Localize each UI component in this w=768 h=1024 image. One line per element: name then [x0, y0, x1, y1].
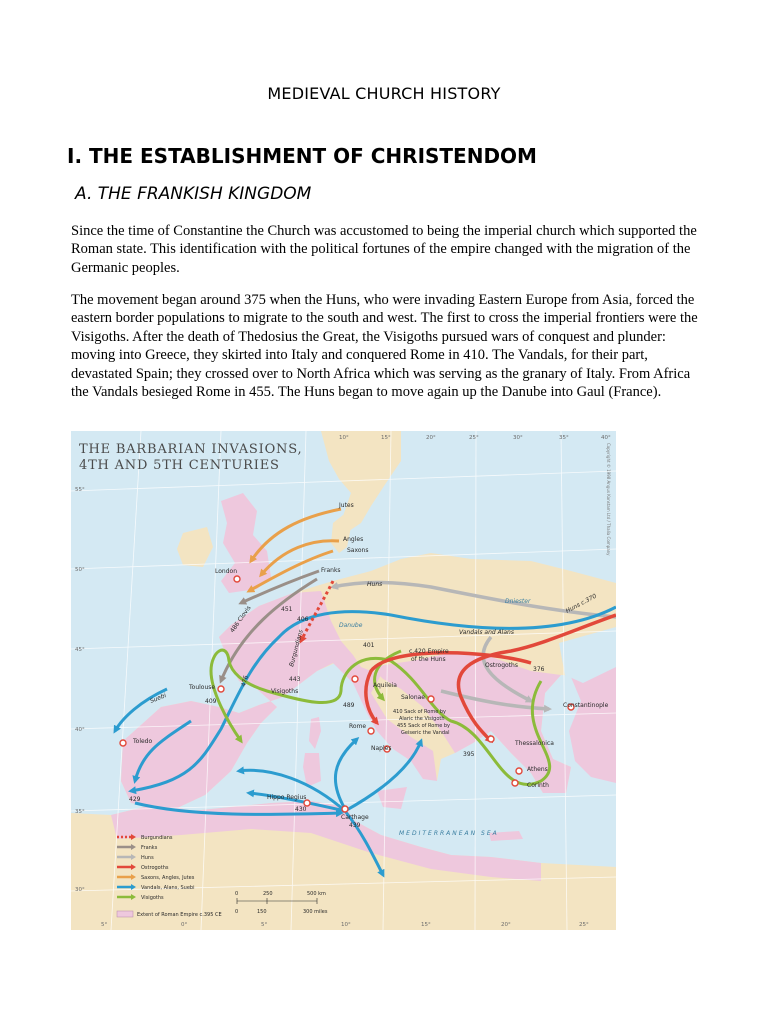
label-sack-455-1: 455 Sack of Rome by [397, 723, 450, 729]
label-489: 489 [343, 702, 355, 709]
label-saxons: Saxons [347, 547, 369, 554]
legend-label: Franks [141, 845, 158, 851]
label-rome: Rome [349, 723, 367, 730]
lat-label-1: 55° [75, 487, 85, 493]
label-clovis: 486 Clovis [228, 604, 253, 635]
label-empire-huns-1: c.420 Empire [409, 648, 449, 655]
label-hippo: Hippo Regius [267, 794, 307, 801]
label-huns-370: Huns c.370 [564, 592, 598, 615]
label-443: 443 [289, 676, 301, 683]
label-london: London [215, 568, 237, 575]
lat-label-4: 40° [75, 727, 85, 733]
label-salonae: Salonae [401, 694, 425, 701]
label-sack-410-1: 410 Sack of Rome by [393, 709, 446, 715]
scale-km-0: 0 [235, 891, 239, 897]
lon-label-bottom-1: 5° [101, 922, 108, 928]
map-title-line2: 4TH AND 5TH CENTURIES [79, 458, 280, 473]
label-376: 376 [533, 666, 545, 673]
barbarian-invasions-map [71, 431, 616, 930]
lon-label-top-5: 30° [513, 435, 523, 441]
map-copyright: Copyright © 1998 Angus Konstam Ltd / Thalia Company [606, 443, 611, 556]
label-danube: Danube [339, 622, 363, 629]
label-burgundians: Burgundians [288, 629, 305, 668]
legend-label: Ostrogoths [141, 865, 169, 871]
legend-label: Burgundians [141, 835, 173, 841]
scale-mi-2: 300 miles [303, 909, 328, 915]
label-ostrogoths: Ostrogoths [485, 662, 518, 669]
label-aquileia: Aquileia [373, 682, 397, 689]
lon-label-bottom-6: 20° [501, 922, 511, 928]
lat-label-2: 50° [75, 567, 85, 573]
subsection-heading: A. THE FRANKISH KINGDOM [75, 184, 312, 204]
label-395: 395 [463, 751, 475, 758]
label-carthage: Carthage [341, 814, 369, 821]
lon-label-top-3: 20° [426, 435, 436, 441]
label-empire-huns-2: of the Huns [411, 656, 446, 663]
legend-label: Visigoths [141, 895, 164, 901]
lon-label-top-6: 35° [559, 435, 569, 441]
lon-label-top-2: 15° [381, 435, 391, 441]
label-suebi: Suebi [149, 692, 168, 705]
label-476: 476 [240, 674, 250, 688]
label-sack-410-2: Alaric the Visigoth [399, 716, 445, 722]
label-thessalonica: Thessalonica [515, 740, 554, 747]
label-toledo: Toledo [133, 738, 153, 745]
lon-label-top-1: 10° [339, 435, 349, 441]
label-430: 430 [295, 806, 307, 813]
label-franks: Franks [321, 567, 341, 574]
map-title-line1: THE BARBARIAN INVASIONS, [79, 442, 303, 457]
label-jutes: Jutes [339, 502, 354, 509]
scale-km-1: 250 [263, 891, 273, 897]
legend-label: Huns [141, 855, 154, 861]
lon-label-bottom-4: 10° [341, 922, 351, 928]
label-huns: Huns [367, 581, 383, 588]
label-athens: Athens [527, 766, 548, 773]
label-mediterranean: MEDITERRANEAN SEA [399, 830, 499, 837]
lon-label-top-4: 25° [469, 435, 479, 441]
label-constantinople: Constantinople [563, 702, 609, 709]
document-title: MEDIEVAL CHURCH HISTORY [267, 84, 501, 103]
label-corinth: Corinth [527, 782, 549, 789]
label-toulouse: Toulouse [189, 684, 216, 691]
label-dniester: Dniester [505, 598, 531, 605]
legend-empire-swatch [117, 911, 133, 917]
paragraph-1: Since the time of Constantine the Church was accustomed to being the imperial church which supported the Roman state. This identification with the political fortunes of the empire changed with the migration of the Germanic peoples. [71, 223, 697, 276]
lon-label-top-7: 40° [601, 435, 611, 441]
paragraph-2: The movement began around 375 when the Huns, who were invading Eastern Europe from Asia, forced the eastern border populations to migrate to the south and west. The first to cross the imperial frontiers were the Visigoths. After the death of Thedosius the Great, the Visigoths pursued wars of conquest and plunder: moving into Greece, they skirted into Italy and conquered Rome in 410. The Vandals, for their part, devastated Spain; they crossed over to North Africa which was serving as the granary of Italy. From Africa the Vandals besieged Rome in 455. The Huns began to move again up the Danube into Gaul (France). [71, 292, 698, 401]
legend-label: Saxons, Angles, Jutes [141, 875, 195, 881]
lat-label-5: 35° [75, 809, 85, 815]
label-451: 451 [281, 606, 293, 613]
label-439: 439 [349, 822, 361, 829]
lat-label-3: 45° [75, 647, 85, 653]
scale-mi-0: 0 [235, 909, 239, 915]
scale-km-2: 500 km [307, 891, 326, 897]
lon-label-bottom-5: 15° [421, 922, 431, 928]
label-429: 429 [129, 796, 141, 803]
lat-label-6: 30° [75, 887, 85, 893]
label-406: 406 [297, 616, 309, 623]
label-401: 401 [363, 642, 375, 649]
label-409: 409 [205, 698, 217, 705]
legend-empire-label: Extent of Roman Empire c.395 CE [137, 912, 222, 918]
lon-label-bottom-7: 25° [579, 922, 589, 928]
legend-label: Vandals, Alans, Suebi [141, 885, 195, 891]
label-vandals-alans: Vandals and Alans [459, 629, 514, 636]
label-naples: Naples [371, 745, 392, 752]
label-sack-455-2: Geiseric the Vandal [401, 730, 450, 736]
label-visigoths: Visigoths [271, 688, 299, 695]
label-angles: Angles [343, 536, 364, 543]
section-heading: I. THE ESTABLISHMENT OF CHRISTENDOM [67, 144, 537, 168]
lon-label-bottom-3: 5° [261, 922, 268, 928]
scale-mi-1: 150 [257, 909, 267, 915]
lon-label-bottom-2: 0° [181, 922, 188, 928]
